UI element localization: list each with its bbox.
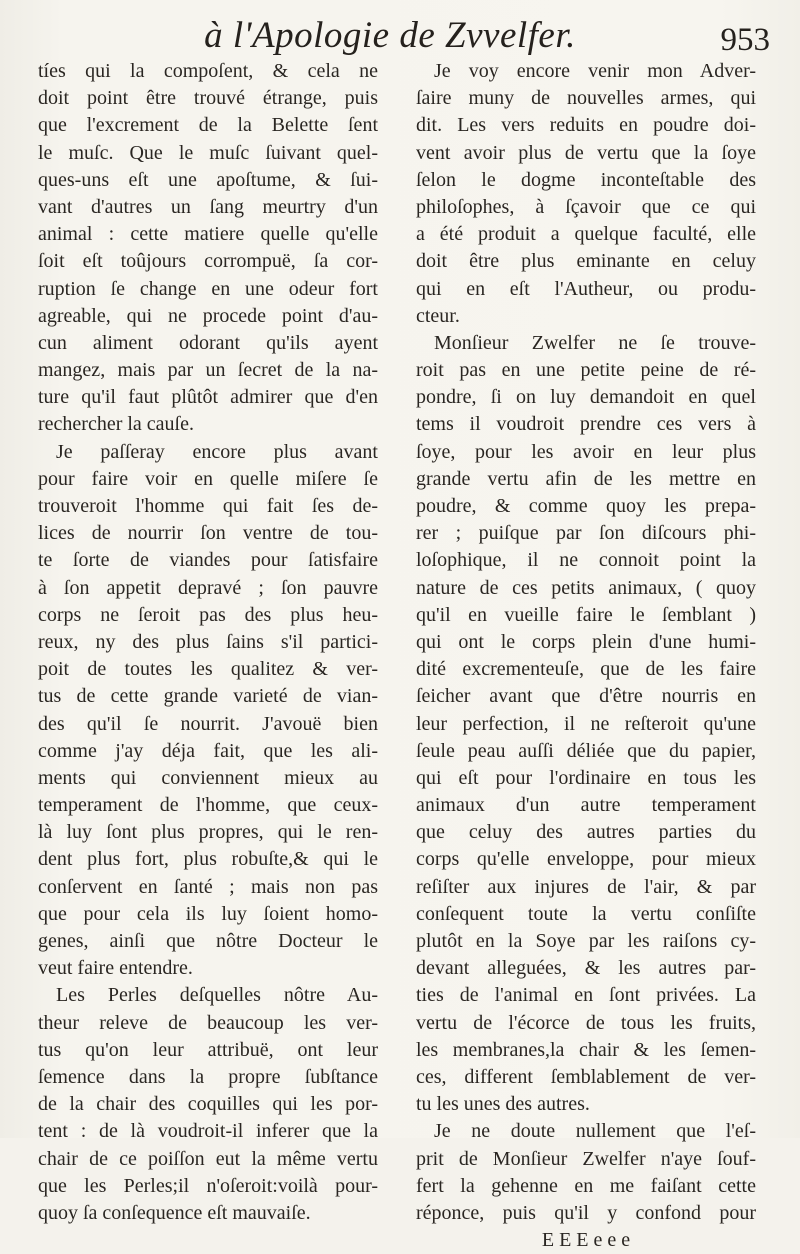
text-line: animaux d'un autre temperament xyxy=(416,794,756,817)
text-line: des qu'il ſe nourrit. J'avouë bien xyxy=(38,712,378,735)
text-line: veut faire entendre. xyxy=(38,957,193,980)
text-line: E E E e e e xyxy=(541,1229,631,1252)
text-line: que l'excrement de la Belette ſent xyxy=(38,114,378,137)
text-line: loſophique, il ne connoit point la xyxy=(416,549,756,572)
running-head: à l'Apologie de Zvvelfer. xyxy=(204,15,576,56)
text-line: vent avoir plus de vertu que la ſoye xyxy=(416,141,756,164)
text-line: te ſorte de viandes pour ſatisfaire xyxy=(38,549,378,572)
text-line: qui en eſt l'Autheur, ou produ- xyxy=(416,277,756,300)
text-line: doit être plus eminante en celuy xyxy=(416,250,756,273)
text-line: ques-uns eſt une apoſtume, & ſui- xyxy=(38,168,378,191)
text-line: conſervent en ſanté ; mais non pas xyxy=(38,875,378,898)
text-line: Les Perles deſquelles nôtre Au- xyxy=(56,984,378,1007)
text-line: tems il voudroit prendre ces vers à xyxy=(416,413,756,436)
text-line: philoſophes, à ſçavoir que ce qui xyxy=(416,195,756,218)
text-line: à ſon appetit depravé ; ſon pauvre xyxy=(38,576,378,599)
text-line: pour faire voir en quelle miſere ſe xyxy=(38,467,378,490)
text-line: corps ne ſeroit pas des plus heu- xyxy=(38,603,378,626)
text-line: ture qu'il faut plûtôt admirer que d'en xyxy=(38,386,378,409)
text-line: tíes qui la compoſent, & cela ne xyxy=(38,60,378,82)
text-line: temperament de l'homme, que ceux- xyxy=(38,794,378,817)
text-line: dité excrementeuſe, que de les faire xyxy=(416,658,756,681)
text-line: ſoit eſt toûjours corrompuë, ſa cor- xyxy=(38,250,378,273)
text-line: Je ne doute nullement que l'eſ- xyxy=(434,1120,756,1143)
text-line: ces, different ſemblablement de ver- xyxy=(416,1065,756,1088)
text-line: ſoye, pour les avoir en leur plus xyxy=(416,440,756,463)
text-line: devant alleguées, & les autres par- xyxy=(416,957,756,980)
text-line: tent : de là voudroit-il inferer que la xyxy=(38,1120,378,1143)
text-line: corps qu'elle enveloppe, pour mieux xyxy=(416,848,756,871)
text-line: doit point être trouvé étrange, puis xyxy=(38,87,378,110)
text-line: lices de nourrir ſon ventre de tou- xyxy=(38,522,378,545)
text-line: ſaire muny de nouvelles armes, qui xyxy=(416,87,756,110)
text-line: roit pas en une petite peine de ré- xyxy=(416,359,756,382)
text-line: poudre, & comme quoy les prepa- xyxy=(416,495,756,517)
text-line: qui ont le corps plein d'une humi- xyxy=(416,630,756,653)
text-line: tus qu'on leur attribuë, ont leur xyxy=(38,1038,378,1061)
text-line: ſemence dans la propre ſubſtance xyxy=(38,1065,378,1088)
text-line: poit de toutes les qualitez & ver- xyxy=(38,658,378,681)
text-line: dent plus fort, plus robuſte,& qui le xyxy=(38,848,378,871)
page-header xyxy=(40,10,770,60)
text-line: ſelon le dogme inconteſtable des xyxy=(416,168,756,191)
text-line: trouveroit l'homme qui fait ſes de- xyxy=(38,495,378,517)
text-line: Je voy encore venir mon Adver- xyxy=(434,60,756,82)
text-line: leur perfection, il ne reſteroit qu'une xyxy=(416,712,756,735)
text-line: reſiſter aux injures de l'air, & par xyxy=(416,875,756,898)
text-line: comme j'ay déja fait, que les ali- xyxy=(38,739,378,762)
text-line: nature de ces petits animaux, ( quoy xyxy=(416,576,756,599)
left-column xyxy=(38,58,378,1227)
text-line: cteur. xyxy=(416,304,460,327)
text-line: les membranes,la chair & les ſemen- xyxy=(416,1038,756,1061)
text-line: tus de cette grande varieté de vian- xyxy=(38,685,378,708)
text-line: de la chair des coquilles qui les por- xyxy=(38,1093,378,1116)
text-line: rer ; puiſque par ſon diſcours phi- xyxy=(416,522,756,545)
text-line: qu'il en vueille faire le ſemblant ) xyxy=(416,603,756,626)
text-line: vertu de l'écorce de tous les fruits, xyxy=(416,1011,756,1034)
right-column xyxy=(416,58,756,1254)
text-line: reux, ny des plus ſains s'il partici- xyxy=(38,630,378,653)
text-line: vant d'autres un ſang meurtry d'un xyxy=(38,195,378,218)
text-line: Monſieur Zwelfer ne ſe trouve- xyxy=(434,331,756,354)
text-line: réponce, puis qu'il y confond pour xyxy=(416,1201,756,1224)
text-line: ſeule peau auſſi déliée que du papier, xyxy=(416,739,756,762)
text-line: ments qui conviennent mieux au xyxy=(38,766,378,789)
text-line: tu les unes des autres. xyxy=(416,1093,590,1116)
text-line: que celuy des autres parties du xyxy=(416,821,756,844)
text-line: conſequent toute la vertu conſiſte xyxy=(416,902,756,925)
text-line: animal : cette matiere quelle qu'elle xyxy=(38,223,378,246)
text-line: Je paſſeray encore plus avant xyxy=(56,440,378,463)
text-line: que les Perles;il n'oſeroit:voilà pour- xyxy=(38,1174,378,1197)
text-line: qui eſt pour l'ordinaire en tous les xyxy=(416,766,756,789)
text-line: ruption ſe change en une odeur fort xyxy=(38,277,378,300)
text-line: fert la gehenne en me faiſant cette xyxy=(416,1174,756,1197)
text-line: dit. Les vers reduits en poudre doi- xyxy=(416,114,756,137)
text-line: theur releve de beaucoup les ver- xyxy=(38,1011,378,1034)
text-line: a été produit a quelque faculté, elle xyxy=(416,223,756,246)
text-line: grande vertu afin de les mettre en xyxy=(416,467,756,490)
text-line: genes, ainſi que nôtre Docteur le xyxy=(38,930,378,952)
text-line: mangez, mais par un ſecret de la na- xyxy=(38,359,378,382)
text-line: prit de Monſieur Zwelfer n'aye ſouf- xyxy=(416,1147,756,1170)
text-line: rechercher la cauſe. xyxy=(38,413,194,436)
text-line: quoy ſa conſequence eſt mauvaiſe. xyxy=(38,1201,311,1224)
text-line: ties de l'animal en ſont privées. La xyxy=(416,984,756,1007)
text-line: là luy ſont plus propres, qui le ren- xyxy=(38,821,378,844)
text-line: pondre, ſi on luy demandoit en quel xyxy=(416,386,756,409)
text-line: plutôt en la Soye par les raiſons cy- xyxy=(416,930,756,952)
text-line: que pour cela ils luy ſoient homo- xyxy=(38,902,378,925)
text-line: le muſc. Que le muſc ſuivant quel- xyxy=(38,141,378,164)
text-line: chair de ce poiſſon eut la même vertu xyxy=(38,1147,378,1170)
text-line: ſeicher avant que d'être nourris en xyxy=(416,685,756,708)
text-line: cun aliment odorant qu'ils ayent xyxy=(38,331,378,354)
page-number: 953 xyxy=(720,22,770,58)
text-line: agreable, qui ne procede point d'au- xyxy=(38,304,378,327)
